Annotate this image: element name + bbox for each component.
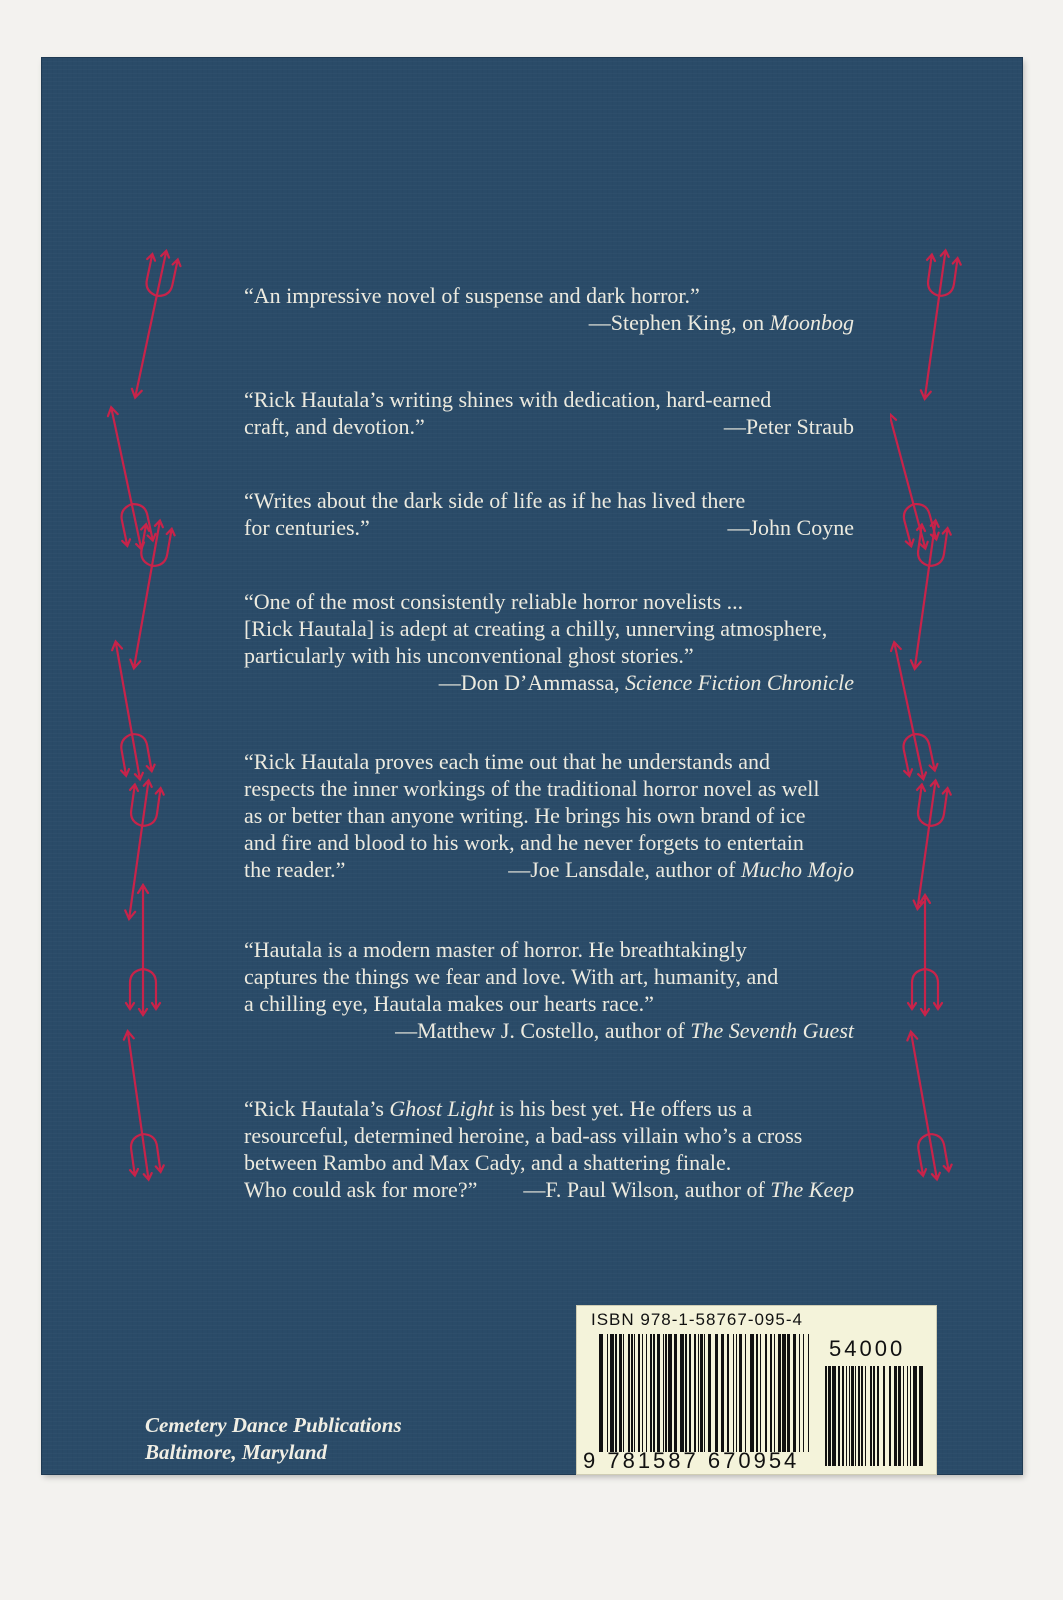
- attribution-title: Mucho Mojo: [740, 857, 854, 882]
- barcode-bar: [842, 1366, 844, 1466]
- barcode-bar: [873, 1366, 875, 1466]
- barcode-bar: [715, 1334, 718, 1452]
- trident-icon: [119, 247, 183, 401]
- barcode-bar: [756, 1334, 758, 1452]
- price-code: 54000: [829, 1336, 906, 1361]
- quote-peter-straub: [244, 386, 864, 440]
- barcode-bar: [883, 1366, 885, 1466]
- attribution-name: —Matthew J. Costello, author of: [395, 1018, 691, 1043]
- quote-text: “Hautala is a modern master of horror. He breathtakingly: [244, 937, 747, 962]
- barcode-bar: [849, 1366, 850, 1466]
- quote-text: “One of the most consistently reliable horror novelists ...: [244, 589, 744, 614]
- trident-icon: [901, 778, 953, 911]
- barcode-bar: [770, 1334, 772, 1452]
- quote-text: “Rick Hautala proves each time out that he understands and: [244, 749, 770, 774]
- attribution-title: The Seventh Guest: [690, 1018, 854, 1043]
- barcode-bar: [910, 1366, 911, 1466]
- quote-text-last: [244, 856, 864, 883]
- barcode-bar: [704, 1334, 705, 1452]
- barcode-bar: [638, 1334, 640, 1452]
- attribution-name: —F. Paul Wilson, author of: [523, 1177, 771, 1202]
- publisher-name: Cemetery Dance Publications: [145, 1413, 402, 1437]
- publisher-imprint: [145, 1412, 402, 1466]
- barcode-bar: [721, 1334, 724, 1452]
- barcode-bar: [642, 1334, 643, 1452]
- barcode-bar: [799, 1334, 800, 1452]
- barcode-bar: [736, 1334, 737, 1452]
- quote-text: the reader.”: [244, 857, 346, 882]
- barcode-bar: [861, 1366, 863, 1466]
- quote-attribution: —Peter Straub: [723, 414, 854, 439]
- attribution-title: Science Fiction Chronicle: [625, 670, 854, 695]
- barcode-bar: [619, 1334, 622, 1452]
- trident-ornament-right: [890, 240, 980, 1220]
- quote-text: [Rick Hautala] is adept at creating a chilly, unnerving atmosphere,: [244, 616, 828, 641]
- barcode-bar: [913, 1366, 917, 1466]
- quote-attribution: [508, 856, 864, 883]
- barcode-bar: [846, 1366, 847, 1466]
- barcode-bar: [851, 1366, 854, 1466]
- barcode-bar: [774, 1334, 775, 1452]
- barcode-bar: [634, 1334, 635, 1452]
- barcode-bar: [685, 1334, 687, 1452]
- barcode-bar: [765, 1334, 767, 1452]
- barcode-bar: [825, 1366, 827, 1466]
- barcode-bar: [828, 1366, 831, 1466]
- quote-text: resourceful, determined heroine, a bad-ass villain who’s a cross: [244, 1123, 803, 1148]
- quote-attribution: [244, 669, 864, 696]
- quote-text: Who could ask for more?”: [244, 1177, 478, 1202]
- ean-digits: 9 781587 670954: [583, 1448, 800, 1473]
- isbn-barcode-panel: [576, 1305, 937, 1475]
- quote-attribution: [244, 1017, 864, 1044]
- quote-john-coyne: [244, 487, 864, 541]
- barcode-bar: [838, 1366, 840, 1466]
- quote-text: respects the inner workings of the traditional horror novel as well: [244, 776, 820, 801]
- barcode-bar: [653, 1334, 655, 1452]
- barcode-bar: [898, 1366, 901, 1466]
- barcode-bar: [668, 1334, 672, 1452]
- quote-text: captures the things we fear and love. With art, humanity, and: [244, 964, 779, 989]
- barcode-bar: [745, 1334, 746, 1452]
- trident-icon: [894, 1029, 954, 1183]
- quote-text: as or better than anyone writing. He brings his own brand of ice: [244, 803, 806, 828]
- barcode-bar: [610, 1334, 614, 1452]
- trident-ornament-left: [98, 240, 188, 1220]
- barcode-bar: [646, 1334, 647, 1452]
- quote-text: [244, 1095, 864, 1122]
- quote-text: for centuries.”: [244, 515, 370, 540]
- barcode-bar: [760, 1334, 761, 1452]
- price-addon-barcode: [825, 1366, 925, 1466]
- barcode-bar: [894, 1366, 897, 1466]
- trident-icon: [99, 639, 157, 783]
- barcode-bar: [750, 1334, 754, 1452]
- quote-text: “Writes about the dark side of life as if he has lived there: [244, 488, 746, 513]
- trident-border-left: [98, 240, 188, 1220]
- barcode-bar: [903, 1366, 904, 1466]
- barcode-bar: [650, 1334, 652, 1452]
- quote-text-last: [244, 413, 864, 440]
- attribution-name: —Joe Lansdale, author of: [508, 857, 741, 882]
- barcode-bar: [631, 1334, 633, 1452]
- barcode-bar: [623, 1334, 624, 1452]
- quote-text: between Rambo and Max Cady, and a shattering finale.: [244, 1150, 732, 1175]
- trident-icon: [112, 778, 165, 921]
- ean-barcode: [599, 1334, 809, 1452]
- barcode-bar: [889, 1366, 891, 1466]
- barcode-bar: [665, 1334, 667, 1452]
- barcode-bar: [782, 1334, 786, 1452]
- barcode-bar: [689, 1334, 691, 1452]
- barcode-bar: [698, 1334, 699, 1452]
- barcode-bar: [870, 1366, 872, 1466]
- barcode-bar: [599, 1334, 603, 1452]
- barcode-bar: [708, 1334, 711, 1452]
- isbn-label: ISBN 978-1-58767-095-4: [591, 1310, 803, 1329]
- publisher-location: Baltimore, Maryland: [145, 1440, 328, 1464]
- quote-text: particularly with his unconventional ghost stories.”: [244, 643, 694, 668]
- barcode-bar: [657, 1334, 660, 1452]
- quote-text-part: “Rick Hautala’s: [244, 1096, 390, 1121]
- barcode-bar: [877, 1366, 879, 1466]
- quote-text: “Rick Hautala’s writing shines with dedication, hard-earned: [244, 387, 772, 412]
- quote-text-last: [244, 1176, 864, 1203]
- barcode-bar: [907, 1366, 908, 1466]
- barcode-bar: [803, 1334, 804, 1452]
- barcode-bar: [628, 1334, 630, 1452]
- barcode-bar: [607, 1334, 608, 1452]
- barcode-bar: [674, 1334, 677, 1452]
- barcode-bar: [919, 1366, 923, 1466]
- barcode-bar: [727, 1334, 729, 1452]
- quote-matthew-costello: [244, 936, 864, 1044]
- quote-text: “An impressive novel of suspense and dark horror.”: [244, 283, 700, 308]
- trident-icon: [908, 248, 963, 401]
- barcode-bar: [694, 1334, 696, 1452]
- quote-text: and fire and blood to his work, and he never forgets to entertain: [244, 830, 804, 855]
- barcode-bar: [808, 1334, 809, 1452]
- barcode-bar: [680, 1334, 684, 1452]
- barcode-bar: [739, 1334, 742, 1452]
- barcode-bar: [615, 1334, 617, 1452]
- barcode-bar: [832, 1366, 836, 1466]
- barcode-bar: [787, 1334, 790, 1452]
- quote-text-last: [244, 514, 864, 541]
- quote-text: craft, and devotion.”: [244, 414, 425, 439]
- barcode-bar: [793, 1334, 796, 1452]
- trident-icon: [908, 895, 942, 1015]
- barcode-bar: [865, 1366, 866, 1466]
- barcode-bar: [855, 1366, 856, 1466]
- attribution-name: —Stephen King, on: [588, 310, 770, 335]
- quote-stephen-king: [244, 282, 864, 336]
- quote-don-dammassa: [244, 588, 864, 696]
- quote-attribution: [523, 1176, 864, 1203]
- quote-text: a chilling eye, Hautala makes our hearts race.”: [244, 991, 654, 1016]
- quote-f-paul-wilson: [244, 1095, 864, 1203]
- attribution-name: —Don D’Ammassa,: [438, 670, 626, 695]
- quote-joe-lansdale: [244, 748, 864, 883]
- attribution-title: Moonbog: [769, 310, 854, 335]
- barcode-bar: [858, 1366, 860, 1466]
- trident-border-right: [890, 240, 980, 1220]
- barcode-bar: [700, 1334, 703, 1452]
- trident-icon: [111, 1029, 166, 1182]
- quote-attribution: [244, 309, 864, 336]
- barcode-bar: [778, 1334, 781, 1452]
- barcode-bar: [733, 1334, 734, 1452]
- attribution-title: The Keep: [770, 1177, 854, 1202]
- barcode-bar: [663, 1334, 664, 1452]
- quote-book-title: Ghost Light: [389, 1096, 494, 1121]
- quote-text-part: is his best yet. He offers us a: [493, 1096, 752, 1121]
- quote-attribution: —John Coyne: [727, 515, 854, 540]
